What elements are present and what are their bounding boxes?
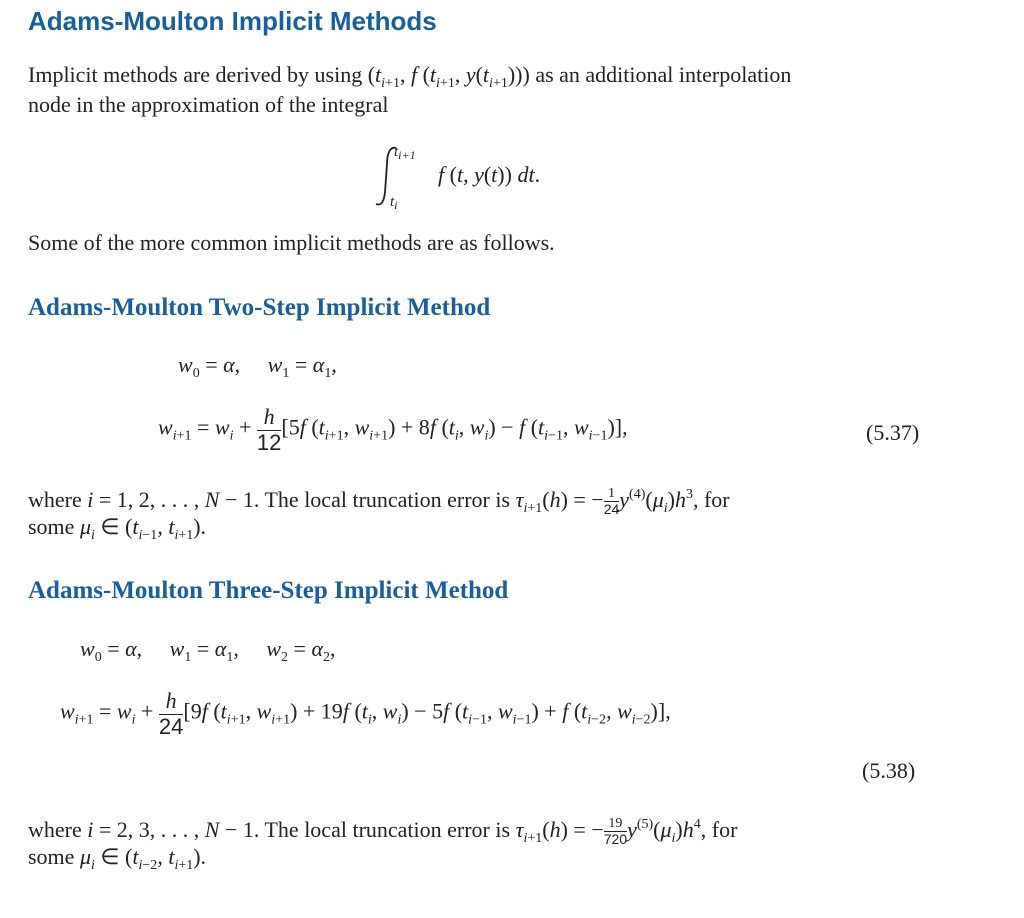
two-step-initial-values: $w_0 = \alpha$, $w_1 = \alpha_1$, [178, 352, 337, 381]
two-step-where-line: where i = 1, 2, . . . , N − 1. The local truncation error is $\tau_{i+1}(h)$ = − $\frac{1}{24}$ $y^{(4)}(\mu_i)h^3$, for [28, 486, 730, 518]
three-step-for-word: for [711, 817, 738, 842]
integral-display [372, 142, 602, 212]
two-step-some-line: some $\mu_i$ ∈ ($t_{i-1}$, $t_{i+1}$). [28, 514, 207, 543]
two-step-for-word: for [703, 487, 730, 512]
two-step-error-fraction: $\frac{1}{24}$ [603, 486, 620, 518]
three-step-h-fraction: $\frac{h}{24}$ [158, 688, 184, 739]
integral-integrand: f (t, y(t)) dt. [438, 162, 541, 187]
intro-text-start: Implicit methods are derived by using [28, 62, 363, 87]
two-step-heading: Adams-Moulton Two-Step Implicit Method [28, 294, 491, 321]
three-step-error-fraction: $\frac{19}{720}$ [603, 816, 628, 848]
intro-node-expression: ($t_{i+1}$, f ($t_{i+1}$, $y(t_{i+1})$)) [367, 62, 530, 91]
three-step-heading: Adams-Moulton Three-Step Implicit Method [28, 577, 509, 604]
three-step-equation: $w_{i+1} = w_i$ + $\frac{h}{24}$ [9f ($t_{i+1}$, $w_{i+1}) + 19f$ ($t_i$, $w_i) - 5f$ ($t_{i-1}$, $w_{i-1}) + f$ ($t_{i-2}$, $w_{i-2}$)], [60, 688, 671, 739]
intro-text-end: as an additional interpolation [535, 62, 792, 87]
two-step-h-fraction: $\frac{h}{12}$ [256, 404, 282, 455]
page-title: Adams-Moulton Implicit Methods [28, 6, 437, 36]
intro-line-2: node in the approximation of the integral [28, 92, 389, 117]
three-step-where-line: where i = 2, 3, . . . , N − 1. The local truncation error is $\tau_{i+1}(h)$ = − $\frac{19}{720}$ $y^{(5)}(\mu_i)h^4$, for [28, 816, 738, 848]
two-step-equation: $w_{i+1} = w_i$ + $\frac{h}{12}$ [5f ($t_{i+1}$, $w_{i+1}) + 8f$ ($t_i$, $w_i) - f$ ($t_{i-1}$, $w_{i-1}$)], [158, 404, 628, 455]
integral-upper-limit: $t_{i+1}$ [394, 144, 416, 162]
common-methods-text: Some of the more common implicit methods are as follows. [28, 230, 555, 255]
equation-number-5-38: (5.38) [862, 758, 916, 783]
equation-number-5-37: (5.37) [866, 420, 920, 445]
three-step-some-line: some $\mu_i$ ∈ ($t_{i-2}$, $t_{i+1}$). [28, 844, 207, 873]
three-step-initial-values: $w_0 = \alpha$, $w_1 = \alpha_1$, $w_2 = \alpha_2$, [80, 636, 336, 665]
integral-lower-limit: $t_i$ [390, 194, 398, 212]
